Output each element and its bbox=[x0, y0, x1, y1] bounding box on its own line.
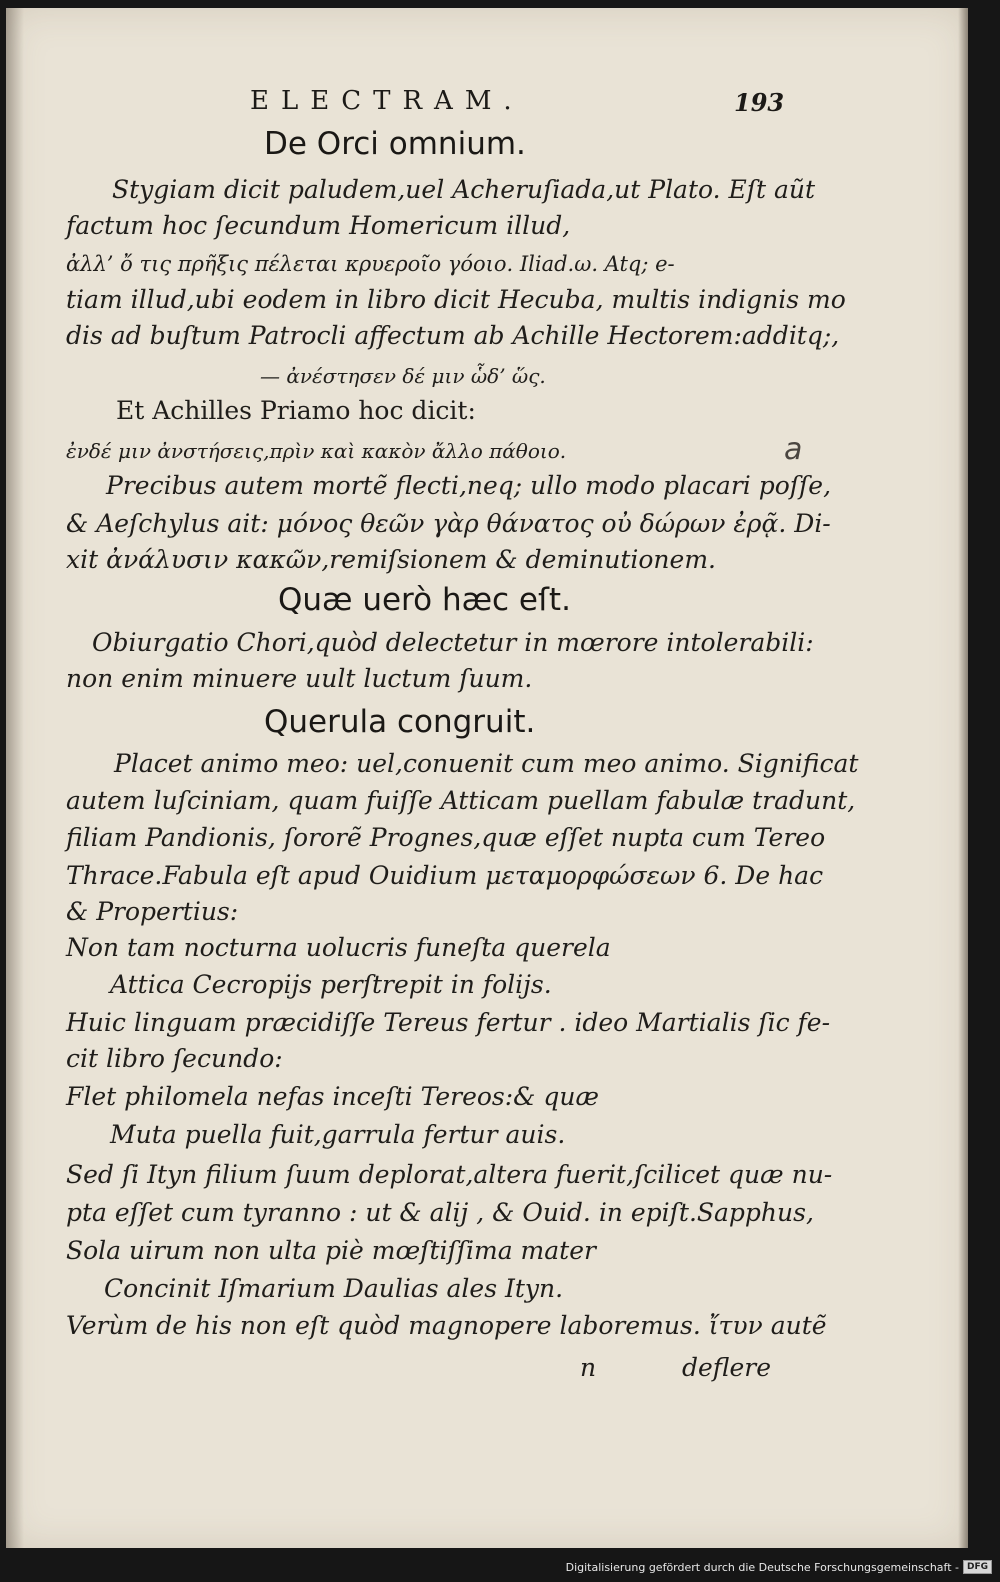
text-line: Huic linguam præcidiſſe Tereus fertur . ideo Martialis ſic fe- bbox=[66, 1008, 831, 1037]
text-line: dis ad buſtum Patrocli affectum ab Achille Hectorem:additq;, bbox=[66, 321, 840, 350]
text-line: Thrace.Fabula eſt apud Ouidium μεταμορφώσεων 6. De hac bbox=[66, 861, 824, 890]
section-heading-querula: Querula congruit. bbox=[264, 704, 536, 740]
running-head: ELECTRAM. bbox=[250, 86, 524, 116]
footer-credit-text: Digitalisierung gefördert durch die Deutsche Forschungsgemeinschaft - bbox=[565, 1560, 959, 1574]
page-number: 193 bbox=[734, 88, 785, 117]
text-line: & Aeſchylus ait: μόνος θεῶν γὰρ θάνατος οὐ δώρων ἐρᾷ. Di- bbox=[66, 509, 831, 538]
text-line: Et Achilles Priamo hoc dicit: bbox=[116, 396, 476, 425]
text-line: Sed ſi Ityn filium ſuum deplorat,altera fuerit,ſcilicet quæ nu- bbox=[66, 1160, 833, 1189]
text-line: filiam Pandionis, ſororẽ Prognes,quæ eſſet nupta cum Tereo bbox=[66, 823, 826, 852]
catchword-signature: n bbox=[580, 1353, 597, 1382]
text-line: & Propertius: bbox=[66, 897, 239, 926]
section-heading-orci: De Orci omnium. bbox=[264, 126, 526, 162]
text-line-greek: ἐνδέ μιν ἀνστήσεις,πρὶν καὶ κακὸν ἄλλο πάθοιο. bbox=[66, 439, 567, 463]
text-line: Placet animo meo: uel,conuenit cum meo animo. Significat bbox=[114, 749, 859, 778]
footer-credit bbox=[566, 1558, 992, 1576]
verse-line: Muta puella fuit,garrula fertur auis. bbox=[110, 1120, 566, 1149]
text-line: Stygiam dicit paludem,uel Acheruſiada,ut Plato. Eſt aũt bbox=[112, 175, 816, 204]
text-line-greek: — ἀνέστησεν δέ μιν ὧδ’ ὥς. bbox=[260, 364, 546, 388]
margin-note: a bbox=[784, 432, 803, 467]
book-page bbox=[6, 8, 968, 1548]
text-line: xit ἀνάλυσιν κακῶν,remiſsionem & deminutionem. bbox=[66, 545, 716, 574]
dfg-logo-icon: DFG bbox=[963, 1560, 992, 1574]
text-line: pta eſſet cum tyranno : ut & alij , & Ouid. in epiſt.Sapphus, bbox=[66, 1198, 814, 1227]
section-heading-quae: Quæ uerò hæc eſt. bbox=[278, 582, 571, 618]
text-line: factum hoc ſecundum Homericum illud, bbox=[66, 211, 571, 240]
verse-line: Sola uirum non ulta piè mœſtiſſima mater bbox=[66, 1236, 596, 1265]
text-line-greek: ἀλλ’ ὄ τις πρῆξις πέλεται κρυεροῖο γόοιο. Iliad.ω. Atq; e- bbox=[66, 252, 675, 276]
text-line: autem luſciniam, quam fuiſſe Atticam puellam fabulæ tradunt, bbox=[66, 786, 856, 815]
text-line: tiam illud,ubi eodem in libro dicit Hecuba, multis indignis mo bbox=[66, 285, 846, 314]
catchword: deflere bbox=[682, 1353, 772, 1382]
verse-line: Concinit Iſmarium Daulias ales Ityn. bbox=[104, 1274, 564, 1303]
verse-line: Attica Cecropijs perſtrepit in folijs. bbox=[110, 970, 552, 999]
text-line: Precibus autem mortẽ flecti,neq; ullo modo placari poſſe, bbox=[106, 471, 832, 500]
text-line: cit libro ſecundo: bbox=[66, 1044, 283, 1073]
verse-line: Non tam nocturna uolucris funeſta querela bbox=[66, 933, 611, 962]
text-line: non enim minuere uult luctum ſuum. bbox=[66, 664, 533, 693]
text-line: Verùm de his non eſt quòd magnopere laboremus. ἴτυν autẽ bbox=[66, 1311, 827, 1340]
text-line: Obiurgatio Chori,quòd delectetur in mœrore intolerabili: bbox=[92, 628, 814, 657]
verse-line: Flet philomela nefas inceſti Tereos:& quæ bbox=[66, 1082, 599, 1111]
